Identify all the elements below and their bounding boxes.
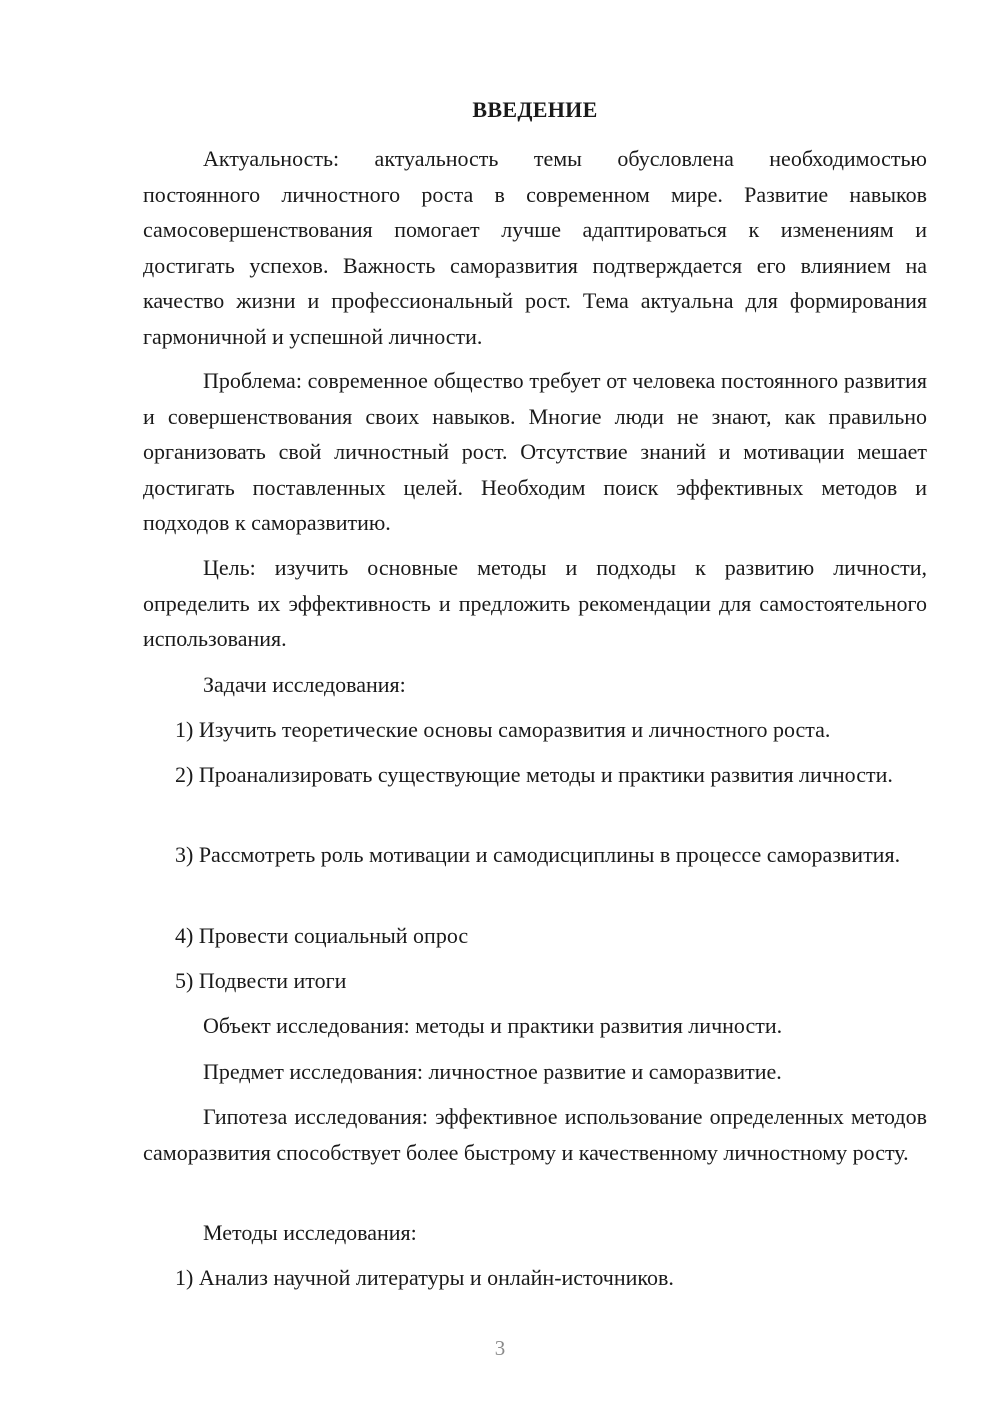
paragraph-relevance: Актуальность: актуальность темы обусловлена необходимостью постоянного личностного роста в современном мире. Развитие навыков самосовершенствования помогает лучше адаптироваться к изменениям и достигать успехов. Важность саморазвития подтверждается его влиянием на качество жизни и профессиональный рост. Тема актуальна для формирования гармоничной и успешной личности. [143,146,927,349]
list-item-task-2: 2) Проанализировать существующие методы и практики развития личности. [175,762,893,787]
paragraph-subject: Предмет исследования: личностное развитие и саморазвитие. [203,1059,782,1084]
paragraph-problem: Проблема: современное общество требует от человека постоянного развития и совершенствования своих навыков. Многие люди не знают, как правильно организовать свой личностный рост. Отсутствие знаний и мотивации мешает достигать поставленных целей. Необходим поиск эффективных методов и подходов к саморазвитию. [143,368,927,535]
list-item-method-1: 1) Анализ научной литературы и онлайн-источников. [175,1265,674,1290]
list-item-task-4: 4) Провести социальный опрос [175,923,469,948]
list-item-task-3: 3) Рассмотреть роль мотивации и самодисциплины в процессе саморазвития. [175,842,901,867]
paragraph-goal: Цель: изучить основные методы и подходы к развитию личности, определить их эффективность и предложить рекомендации для самостоятельного использования. [143,555,927,651]
paragraph-object: Объект исследования: методы и практики развития личности. [203,1013,783,1038]
list-item-task-1: 1) Изучить теоретические основы саморазвития и личностного роста. [175,717,831,742]
paragraph-tasks-heading: Задачи исследования: [203,672,406,697]
paragraph-hypothesis: Гипотеза исследования: эффективное использование определенных методов саморазвития способствует более быстрому и качественному личностному росту. [143,1104,927,1165]
page-number: 3 [494,1336,506,1360]
list-item-task-5: 5) Подвести итоги [175,968,347,993]
section-title: ВВЕДЕНИЕ [472,97,598,122]
paragraph-methods-heading: Методы исследования: [203,1220,417,1245]
